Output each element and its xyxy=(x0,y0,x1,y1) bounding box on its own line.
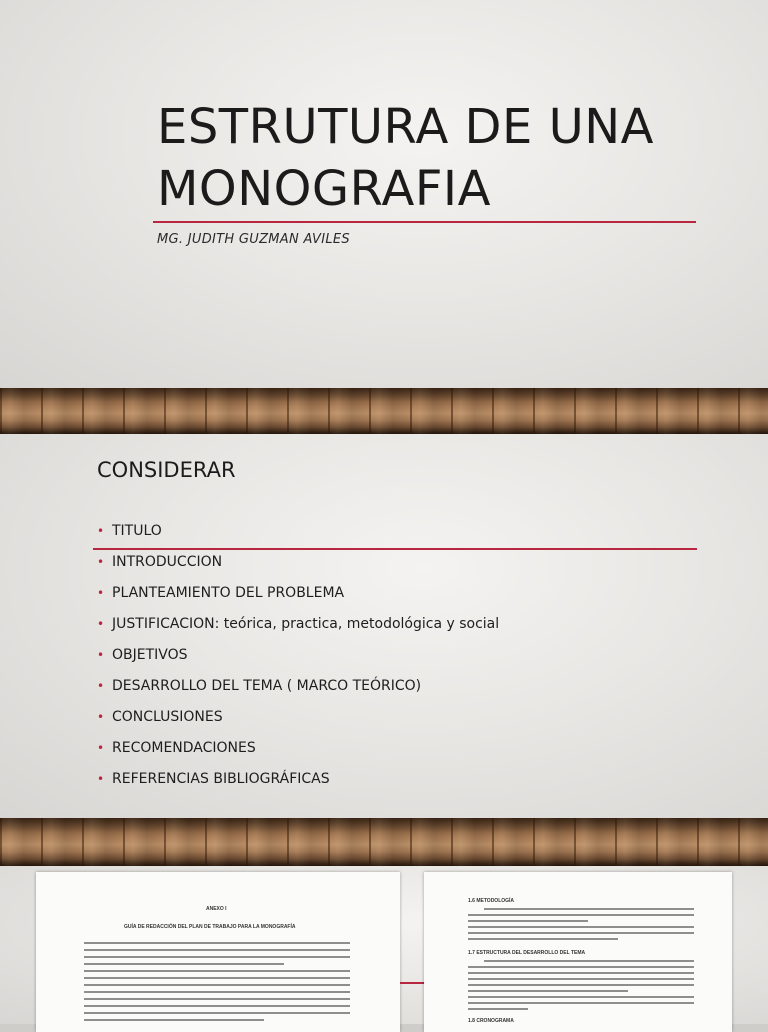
text-line xyxy=(468,1002,694,1004)
text-line xyxy=(84,970,350,972)
text-line xyxy=(484,960,694,962)
list-item: • JUSTIFICACION: teórica, practica, metodológica y social xyxy=(97,611,499,642)
list-item: • PLANTEAMIENTO DEL PROBLEMA xyxy=(97,580,499,611)
text-line xyxy=(468,932,694,934)
bullet-icon: • xyxy=(97,772,105,786)
text-line xyxy=(84,977,350,979)
text-line xyxy=(484,908,694,910)
bullet-icon: • xyxy=(97,617,105,631)
section-metodologia: 1.6 METODOLOGÍA xyxy=(468,898,515,904)
slide-author: MG. JUDITH GUZMAN AVILES xyxy=(157,232,350,247)
text-line xyxy=(468,984,694,986)
text-line xyxy=(84,942,350,944)
list-item: • OBJETIVOS xyxy=(97,642,499,673)
text-line xyxy=(84,1012,350,1014)
section-estructura: 1.7 ESTRUCTURA DEL DESARROLLO DEL TEMA xyxy=(468,950,586,956)
text-line xyxy=(84,963,284,965)
bullet-icon: • xyxy=(97,586,105,600)
text-line xyxy=(468,972,694,974)
list-item: • INTRODUCCION xyxy=(97,549,499,580)
list-item: • CONCLUSIONES xyxy=(97,704,499,735)
title-divider xyxy=(153,221,696,223)
text-line xyxy=(468,966,694,968)
bullet-icon: • xyxy=(97,524,105,538)
bullet-icon: • xyxy=(97,679,105,693)
considerar-heading: CONSIDERAR xyxy=(97,458,236,482)
bullet-icon: • xyxy=(97,741,105,755)
list-item: • RECOMENDACIONES xyxy=(97,735,499,766)
slide-title-line-2: MONOGRAFIA xyxy=(157,161,491,217)
title-slide xyxy=(0,0,768,388)
section-cronograma: 1.8 CRONOGRAMA xyxy=(468,1018,514,1024)
text-line xyxy=(468,978,694,980)
slide-title-line-1: ESTRUTURA DE UNA xyxy=(157,99,654,155)
text-line xyxy=(468,1008,528,1010)
text-line xyxy=(468,996,694,998)
text-line xyxy=(468,938,618,940)
text-line xyxy=(468,920,588,922)
slide3-divider xyxy=(400,982,424,984)
text-line xyxy=(468,914,694,916)
text-line xyxy=(84,1005,350,1007)
bullet-icon: • xyxy=(97,710,105,724)
list-item: • TITULO xyxy=(97,518,499,549)
text-line xyxy=(84,1019,264,1021)
wood-floor-divider xyxy=(0,388,768,434)
considerar-list xyxy=(97,518,499,797)
annex-label: ANEXO I xyxy=(206,906,227,912)
text-line xyxy=(84,956,350,958)
text-line xyxy=(84,984,350,986)
text-line xyxy=(84,998,350,1000)
text-line xyxy=(468,990,628,992)
slide-title xyxy=(157,96,654,220)
list-item: • DESARROLLO DEL TEMA ( MARCO TEÓRICO) xyxy=(97,673,499,704)
text-line xyxy=(84,949,350,951)
text-line xyxy=(468,926,694,928)
document-page-left xyxy=(36,872,400,1032)
wood-floor-divider xyxy=(0,818,768,866)
list-item: • REFERENCIAS BIBLIOGRÁFICAS xyxy=(97,766,499,797)
document-page-right xyxy=(424,872,732,1032)
guide-heading: GUÍA DE REDACCIÓN DEL PLAN DE TRABAJO PARA LA MONOGRAFÍA xyxy=(124,924,296,930)
bullet-icon: • xyxy=(97,648,105,662)
text-line xyxy=(84,991,350,993)
bullet-icon: • xyxy=(97,555,105,569)
